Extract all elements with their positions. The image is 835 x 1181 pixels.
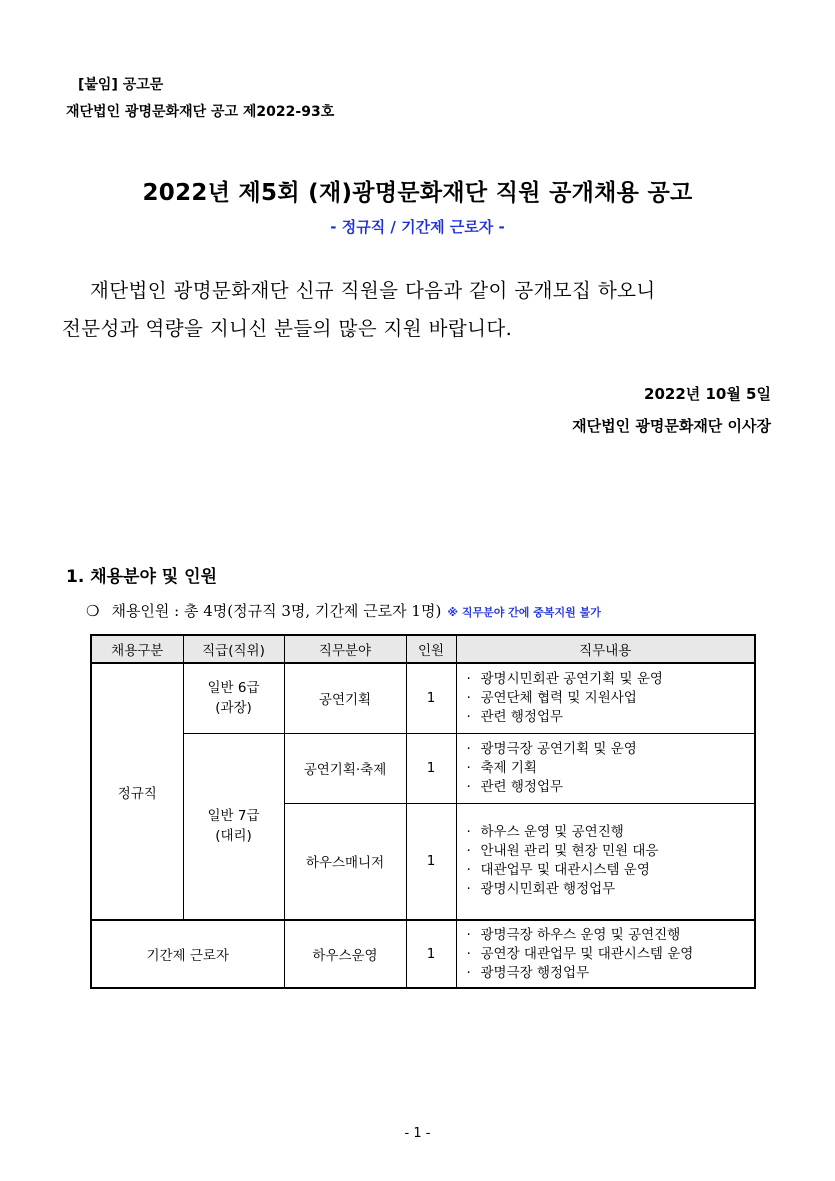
count-cell: 1 xyxy=(406,803,456,920)
grade-cell-7 xyxy=(183,733,284,920)
recruit-count-text: 채용인원 : 총 4명(정규직 3명, 기간제 근로자 1명) xyxy=(111,602,442,620)
table-header-row xyxy=(91,635,755,663)
duties-cell xyxy=(456,733,755,803)
header-field: 직무분야 xyxy=(284,635,406,663)
duty-item: · 광명극장 하우스 운영 및 공연진행 xyxy=(466,926,681,943)
table-row xyxy=(91,920,755,988)
duplicate-application-note: ※ 직무분야 간에 중복지원 불가 xyxy=(447,606,601,619)
count-cell: 1 xyxy=(406,663,456,733)
duty-item: · 안내원 관리 및 현장 민원 대응 xyxy=(466,843,659,860)
grade-6-position: (과장) xyxy=(215,700,252,717)
field-cell: 공연기획·축제 xyxy=(284,733,406,803)
section-heading-1: 1. 채용분야 및 인원 xyxy=(66,567,217,587)
category-regular: 정규직 xyxy=(91,663,183,920)
duty-item: · 대관업무 및 대관시스템 운영 xyxy=(466,862,650,879)
recruit-summary xyxy=(86,600,601,621)
table-row xyxy=(91,663,755,733)
duty-item: · 광명극장 행정업무 xyxy=(466,964,590,981)
field-cell: 공연기획 xyxy=(284,663,406,733)
duty-item: · 공연장 대관업무 및 대관시스템 운영 xyxy=(466,945,694,962)
duty-item: · 축제 기획 xyxy=(466,759,537,776)
duties-cell xyxy=(456,663,755,733)
intro-paragraph xyxy=(62,272,782,348)
attachment-label: [붙임] 공고문 xyxy=(78,77,164,93)
duty-item: · 관련 행정업무 xyxy=(466,778,564,795)
page-number: - 1 - xyxy=(404,1126,431,1141)
signer: 재단법인 광명문화재단 이사장 xyxy=(572,417,771,435)
duty-item: · 광명극장 공연기획 및 운영 xyxy=(466,740,637,757)
field-cell: 하우스매니저 xyxy=(284,803,406,920)
duties-cell xyxy=(456,803,755,920)
field-cell: 하우스운영 xyxy=(284,920,406,988)
page-title: 2022년 제5회 (재)광명문화재단 직원 공개채용 공고 xyxy=(142,180,693,206)
header-duties: 직무내용 xyxy=(456,635,755,663)
table-row xyxy=(91,733,755,803)
count-cell: 1 xyxy=(406,733,456,803)
header-count: 인원 xyxy=(406,635,456,663)
grade-7-label: 일반 7급 xyxy=(207,808,260,825)
duty-item: · 관련 행정업무 xyxy=(466,708,564,725)
page-subtitle: - 정규직 / 기간제 근로자 - xyxy=(330,218,505,236)
recruitment-table xyxy=(90,634,756,989)
duty-item: · 광명시민회관 행정업무 xyxy=(466,881,616,898)
notice-number: 재단법인 광명문화재단 공고 제2022-93호 xyxy=(66,104,335,120)
grade-7-position: (대리) xyxy=(215,828,252,845)
category-contract: 기간제 근로자 xyxy=(91,920,284,988)
intro-line-1: 재단법인 광명문화재단 신규 직원을 다음과 같이 공개모집 하오니 xyxy=(90,279,656,302)
notice-date: 2022년 10월 5일 xyxy=(644,385,771,403)
grade-6-label: 일반 6급 xyxy=(207,680,260,697)
intro-line-2: 전문성과 역량을 지니신 분들의 많은 지원 바랍니다. xyxy=(62,317,513,340)
duties-cell xyxy=(456,920,755,988)
count-cell: 1 xyxy=(406,920,456,988)
grade-cell-6 xyxy=(183,663,284,733)
duty-item: · 공연단체 협력 및 지원사업 xyxy=(466,689,637,706)
header-category: 채용구분 xyxy=(91,635,183,663)
duty-item: · 하우스 운영 및 공연진행 xyxy=(466,824,624,841)
duty-item: · 광명시민회관 공연기획 및 운영 xyxy=(466,670,663,687)
header-grade: 직급(직위) xyxy=(183,635,284,663)
circle-bullet-icon: ❍ xyxy=(86,602,100,620)
